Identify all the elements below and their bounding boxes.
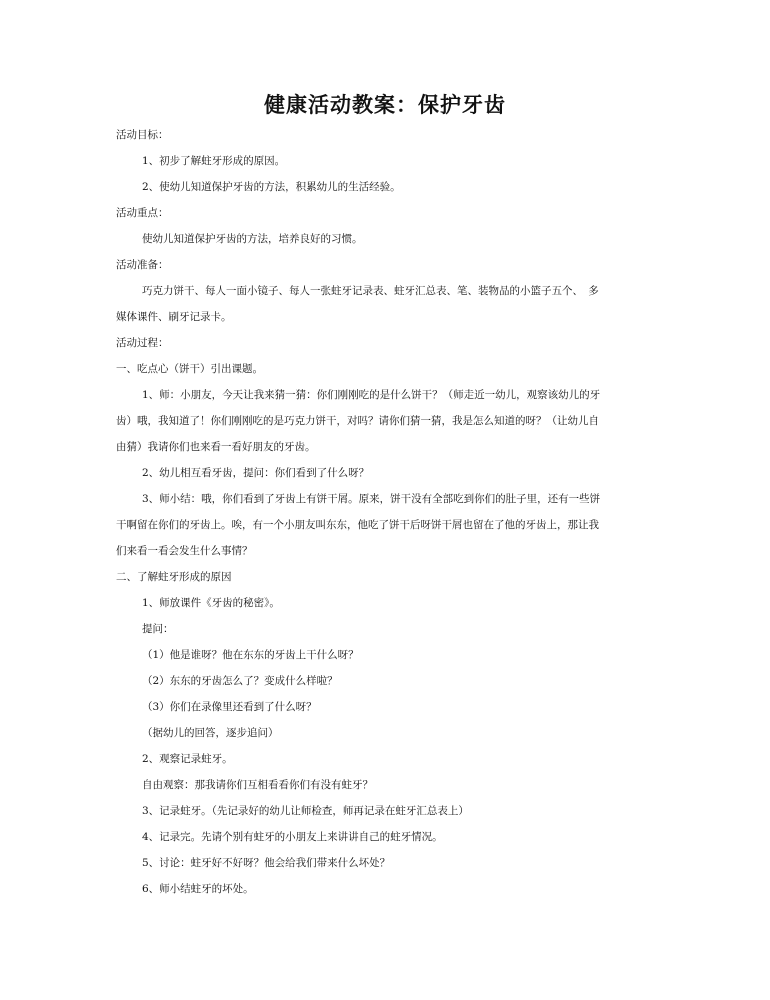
section-heading-goals: 活动目标： [116,129,169,141]
section-heading-focus: 活动重点： [116,207,169,219]
section-heading-preparation: 活动准备： [116,259,169,271]
paragraph-line: 干啊留在你们的牙齿上。唉，有一个小朋友叫东东，他吃了饼干后呀饼干屑也留在了他的牙齿上，那让我 [116,519,599,531]
paragraph-line: 1、初步了解蛀牙形成的原因。 [142,155,286,167]
paragraph-line: 巧克力饼干、每人一面小镜子、每人一张蛀牙记录表、蛀牙汇总表、笔、装物品的小篮子五个、 多 [142,285,599,297]
paragraph-line: （3）你们在录像里还看到了什么呀？ [142,701,317,713]
paragraph-line: 2、幼儿相互看牙齿，提问：你们看到了什么呀？ [142,467,370,479]
paragraph-line: （2）东东的牙齿怎么了？变成什么样啦？ [142,675,338,687]
paragraph-line: 2、观察记录蛀牙。 [142,753,233,765]
paragraph-line: 由猜）我请你们也来看一看好朋友的牙齿。 [116,441,316,453]
paragraph-line: 6、师小结蛀牙的坏处。 [142,883,254,895]
document-title: 健康活动教案：保护牙齿 [264,92,506,117]
paragraph-line: 媒体课件、刷牙记录卡。 [116,311,232,323]
paragraph-line: 3、师小结：哦，你们看到了牙齿上有饼干屑。原来，饼干没有全部吃到你们的肚子里，还有一些饼 [142,493,601,505]
paragraph-line: 齿）哦，我知道了！你们刚刚吃的是巧克力饼干，对吗？请你们猜一猜，我是怎么知道的呀？（让幼儿自 [116,415,599,427]
subsection-heading: 二、了解蛀牙形成的原因 [116,571,232,583]
section-heading-process: 活动过程： [116,337,169,349]
paragraph-line: 使幼儿知道保护牙齿的方法，培养良好的习惯。 [142,233,363,245]
paragraph-line: 2、使幼儿知道保护牙齿的方法，积累幼儿的生活经验。 [142,181,401,193]
subsection-heading: 一、吃点心（饼干）引出课题。 [116,363,263,375]
paragraph-line: 5、讨论：蛀牙好不好呀？他会给我们带来什么坏处？ [142,857,391,869]
paragraph-line: 自由观察：那我请你们互相看看你们有没有蛀牙？ [142,779,373,791]
paragraph-line: （据幼儿的回答，逐步追问） [142,727,279,739]
paragraph-line: 们来看一看会发生什么事情？ [116,545,253,557]
paragraph-line: 1、师放课件《牙齿的秘密》。 [142,597,280,609]
paragraph-line: 提问： [142,623,174,635]
paragraph-line: 3、记录蛀牙。（先记录好的幼儿让师检查，师再记录在蛀牙汇总表上） [142,805,469,817]
paragraph-line: （1）他是谁呀？他在东东的牙齿上干什么呀？ [142,649,359,661]
paragraph-line: 1、师：小朋友，今天让我来猜一猜：你们刚刚吃的是什么饼干？（师走近一幼儿，观察该幼儿的牙 [142,389,601,401]
paragraph-line: 4、记录完。先请个别有蛀牙的小朋友上来讲讲自己的蛀牙情况。 [142,831,443,843]
